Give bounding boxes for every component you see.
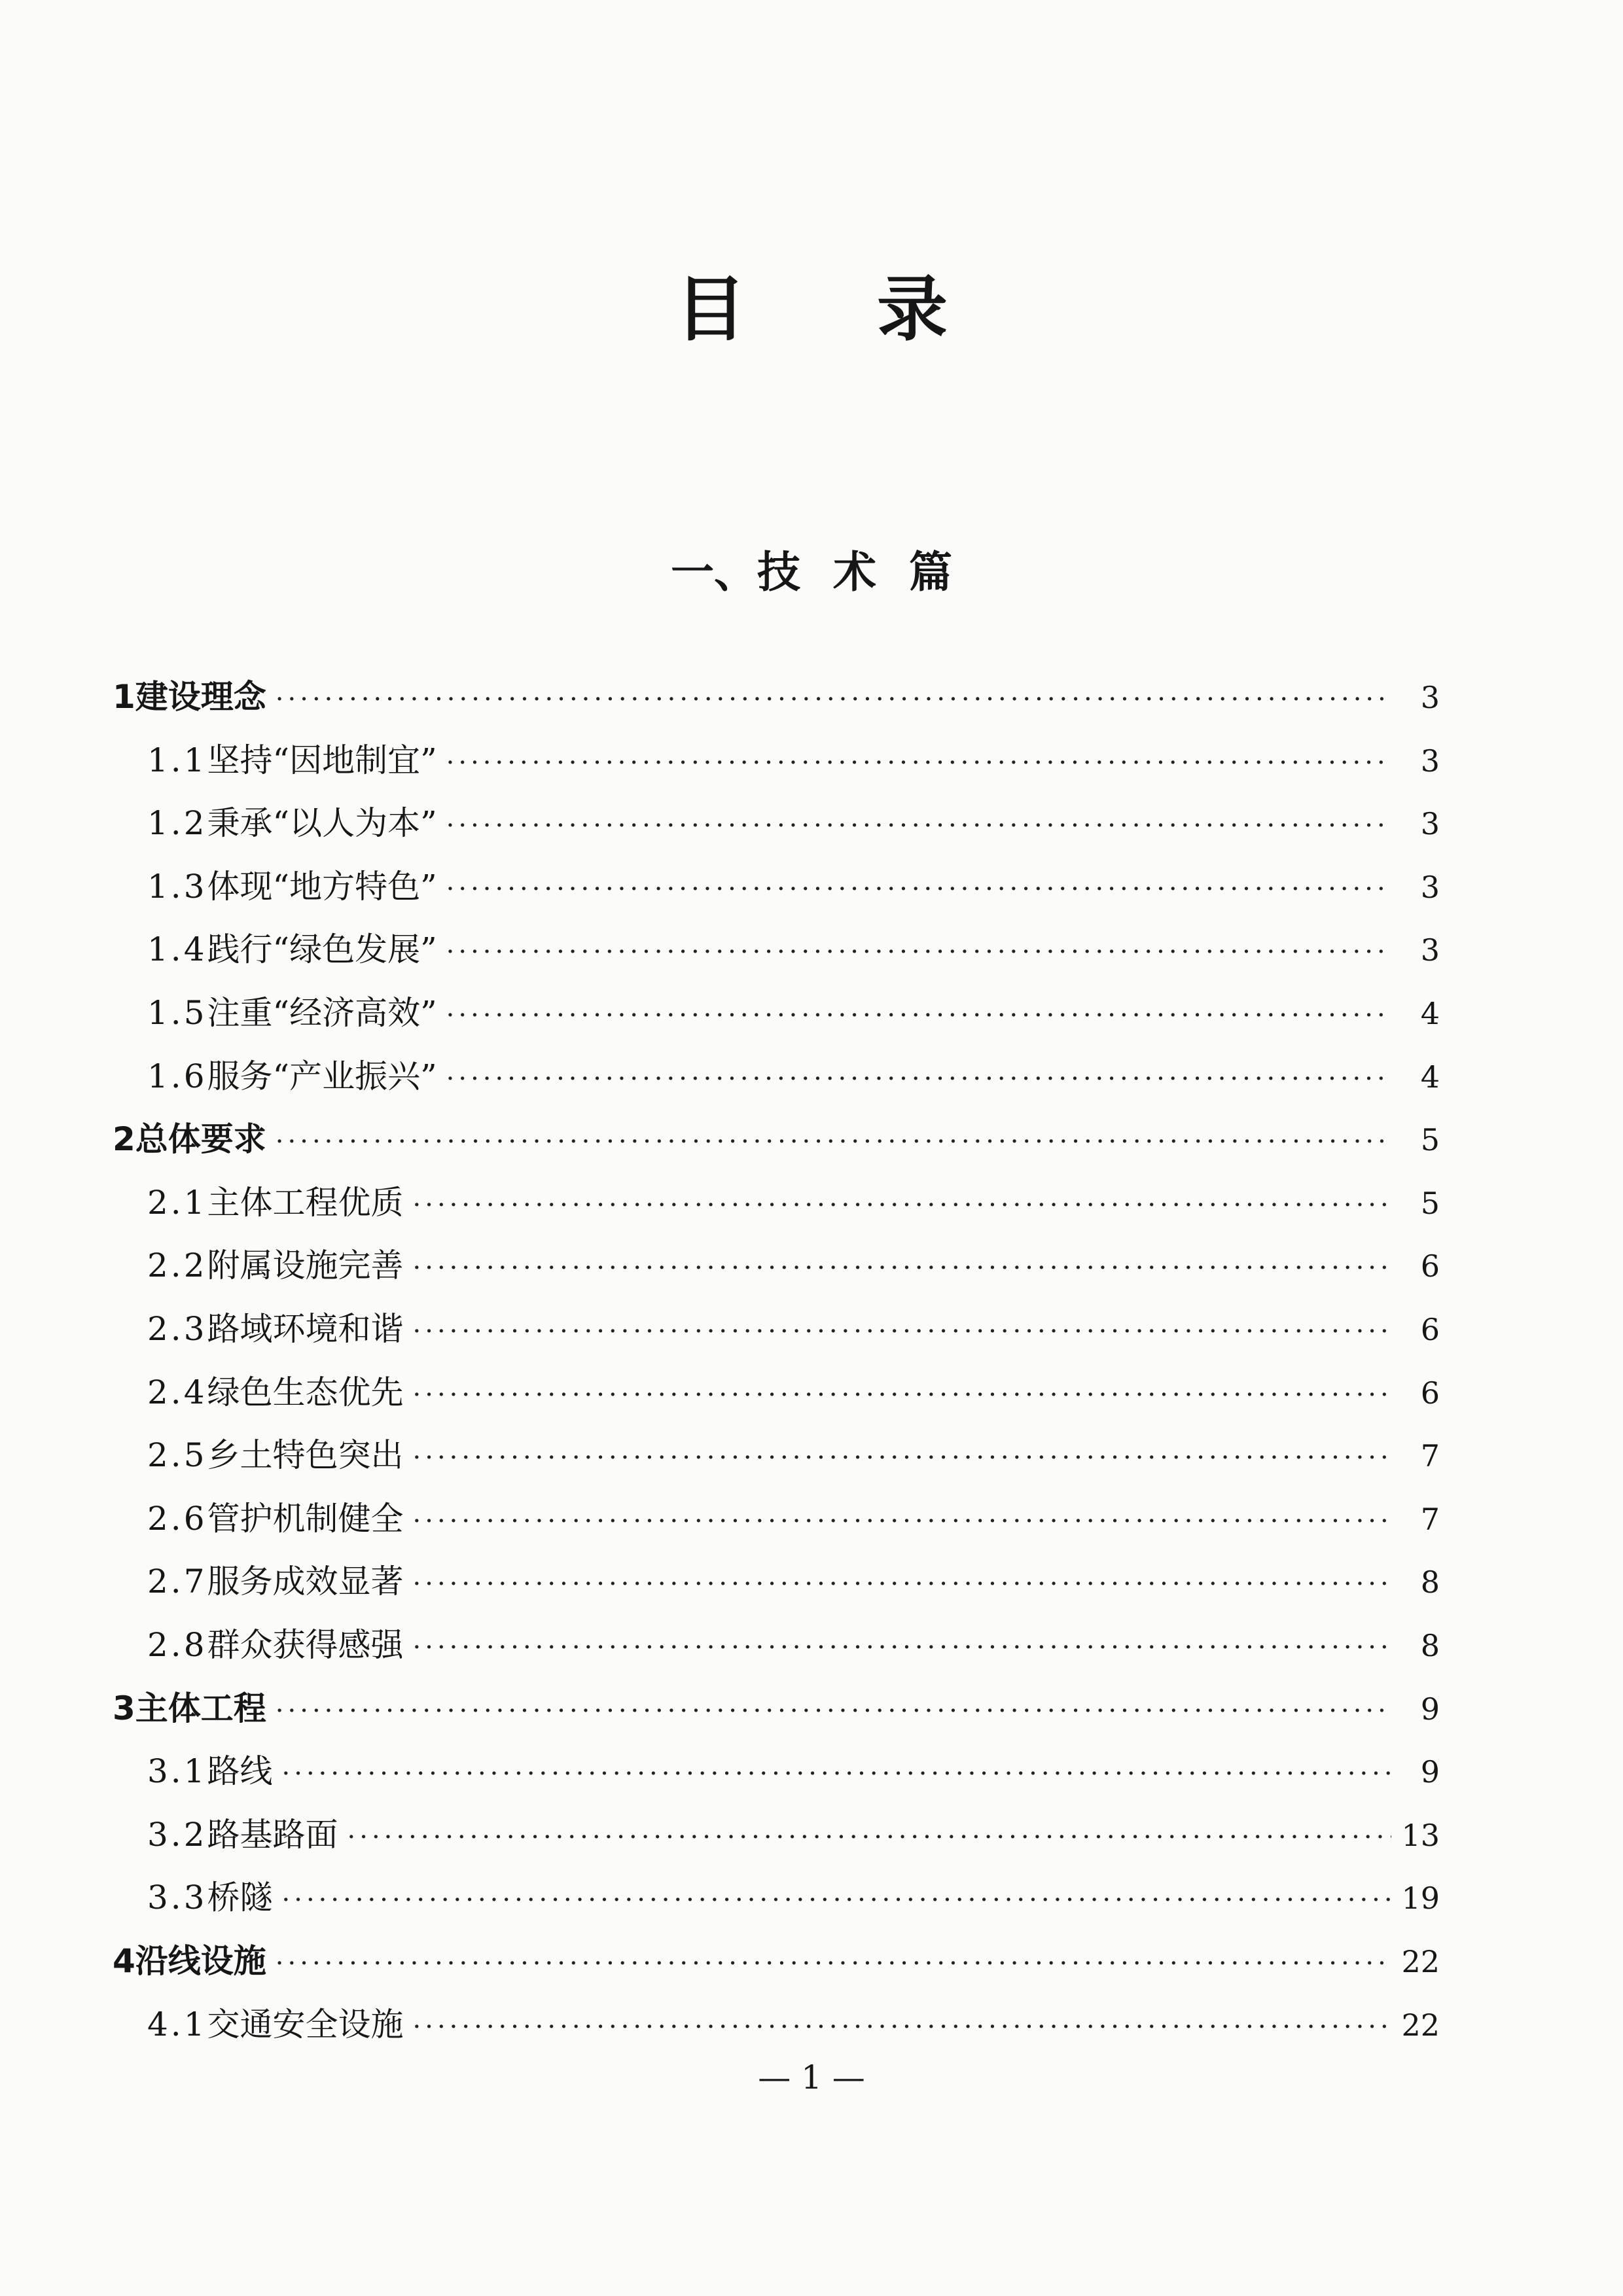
toc-leader-dots — [276, 1119, 1391, 1165]
toc-leader-dots — [446, 993, 1391, 1038]
toc-entry — [113, 1938, 1440, 1984]
toc-entry — [147, 1180, 1440, 1226]
toc-entry — [147, 1306, 1440, 1352]
toc-entry — [147, 1812, 1440, 1858]
toc-entry-title: 建设理念 — [135, 678, 266, 716]
toc-leader-dots — [413, 1435, 1391, 1481]
toc-entry-title: 服务成效显著 — [207, 1563, 404, 1601]
toc-entry-number: 2.1 — [147, 1183, 207, 1222]
section-heading-prefix: 一、技 — [671, 547, 800, 597]
toc-entry — [147, 737, 1440, 783]
title-char-1: 目 — [675, 269, 877, 351]
toc-entry-number: 2.2 — [147, 1246, 207, 1285]
toc-entry — [147, 1369, 1440, 1415]
toc-entry-title: 管护机制健全 — [207, 1499, 404, 1538]
toc-entry — [113, 1686, 1440, 1731]
toc-entry — [147, 1622, 1440, 1668]
toc-entry-page: 4 — [1420, 1059, 1440, 1095]
toc-entry — [147, 800, 1440, 846]
toc-leader-dots — [446, 929, 1391, 975]
toc-leader-dots — [413, 1561, 1391, 1607]
toc-entry-title: 桥隧 — [207, 1879, 273, 1917]
toc-entry-number: 2.5 — [147, 1436, 207, 1475]
toc-entry-title: 注重“经济高效” — [207, 994, 437, 1032]
toc-leader-dots — [413, 1309, 1391, 1354]
toc-leader-dots — [276, 1941, 1391, 1987]
toc-entry-number: 3.1 — [147, 1752, 207, 1791]
toc-entry-page: 3 — [1420, 932, 1440, 968]
toc-leader-dots — [413, 2004, 1391, 2050]
toc-leader-dots — [446, 740, 1391, 786]
toc-entry-title: 路线 — [207, 1752, 273, 1791]
toc-leader-dots — [446, 803, 1391, 849]
toc-entry-page: 9 — [1420, 1754, 1440, 1790]
page-title — [0, 269, 1623, 351]
toc-entry-page: 9 — [1420, 1691, 1440, 1727]
toc-entry-number: 2.8 — [147, 1626, 207, 1664]
toc-entry-number: 3 — [113, 1689, 135, 1727]
toc-entry-number: 4 — [113, 1942, 135, 1980]
toc-entry-title: 绿色生态优先 — [207, 1373, 404, 1411]
toc-leader-dots — [413, 1182, 1391, 1228]
toc-entry-page: 22 — [1401, 1944, 1440, 1979]
toc-entry-number: 1.2 — [147, 804, 207, 843]
toc-entry-page: 6 — [1420, 1375, 1440, 1411]
title-char-2: 录 — [877, 269, 1079, 351]
toc-entry-title: 体现“地方特色” — [207, 867, 437, 906]
toc-entry — [147, 927, 1440, 972]
toc-leader-dots — [446, 1056, 1391, 1102]
section-heading-suffix: 篇 — [909, 547, 952, 597]
section-heading-mid: 术 — [833, 547, 876, 597]
toc-entry-number: 1 — [113, 678, 135, 716]
toc-entry — [147, 990, 1440, 1036]
toc-entry-page: 8 — [1420, 1564, 1440, 1600]
toc-entry-title: 践行“绿色发展” — [207, 930, 437, 969]
toc-entry — [113, 1116, 1440, 1162]
toc-entry — [147, 864, 1440, 910]
toc-leader-dots — [276, 677, 1391, 722]
toc-entry-page: 3 — [1420, 869, 1440, 905]
toc-entry-title: 服务“产业振兴” — [207, 1057, 437, 1095]
toc-entry-page: 3 — [1420, 806, 1440, 842]
toc-entry — [147, 1875, 1440, 1920]
toc-entry-number: 2 — [113, 1120, 135, 1159]
toc-entry — [147, 2002, 1440, 2047]
toc-entry-title: 乡土特色突出 — [207, 1436, 404, 1475]
toc-entry-page: 6 — [1420, 1248, 1440, 1284]
toc-entry-page: 4 — [1420, 996, 1440, 1031]
toc-entry-number: 3.3 — [147, 1879, 207, 1917]
toc-entry-number: 2.3 — [147, 1310, 207, 1348]
toc-entry-title: 路基路面 — [207, 1815, 338, 1854]
toc-leader-dots — [282, 1877, 1391, 1923]
toc-entry-page: 6 — [1420, 1312, 1440, 1347]
toc-entry-number: 1.6 — [147, 1057, 207, 1095]
page-number: — 1 — — [758, 2058, 865, 2096]
toc-entry-number: 1.5 — [147, 994, 207, 1032]
toc-entry-title: 沿线设施 — [135, 1942, 266, 1980]
toc-entry-page: 7 — [1420, 1438, 1440, 1474]
toc-leader-dots — [276, 1688, 1391, 1734]
toc-leader-dots — [413, 1625, 1391, 1670]
toc-entry-title: 路域环境和谐 — [207, 1310, 404, 1348]
toc-entry-number: 2.6 — [147, 1499, 207, 1538]
toc-entry — [147, 1243, 1440, 1288]
toc-entry-title: 群众获得感强 — [207, 1626, 404, 1664]
toc-entry-page: 22 — [1401, 2007, 1440, 2043]
toc-leader-dots — [413, 1498, 1391, 1544]
toc-entry-page: 19 — [1401, 1881, 1440, 1916]
toc-entry-title: 总体要求 — [135, 1120, 266, 1159]
toc-entry — [147, 1432, 1440, 1478]
toc-entry-page: 13 — [1401, 1817, 1440, 1853]
toc-entry — [147, 1496, 1440, 1542]
toc-entry-page: 3 — [1420, 680, 1440, 715]
toc-entry-number: 1.4 — [147, 930, 207, 969]
toc-entry-title: 秉承“以人为本” — [207, 804, 437, 843]
toc-entry-title: 坚持“因地制宜” — [207, 741, 437, 779]
toc-leader-dots — [413, 1372, 1391, 1418]
toc-entry-number: 4.1 — [147, 2005, 207, 2043]
toc-entry-title: 主体工程优质 — [207, 1183, 404, 1222]
toc-entry-number: 2.7 — [147, 1563, 207, 1601]
toc-entry — [147, 1748, 1440, 1794]
toc-entry — [113, 674, 1440, 720]
toc-leader-dots — [348, 1814, 1391, 1860]
toc-entry-page: 5 — [1420, 1185, 1440, 1221]
toc-entry-number: 1.3 — [147, 867, 207, 906]
toc-entry-number: 1.1 — [147, 741, 207, 779]
toc-entry — [147, 1053, 1440, 1099]
toc-entry-title: 交通安全设施 — [207, 2005, 404, 2043]
section-heading — [0, 547, 1623, 597]
toc-leader-dots — [282, 1751, 1391, 1797]
toc-entry-page: 5 — [1420, 1122, 1440, 1158]
toc-entry-number: 3.2 — [147, 1815, 207, 1854]
toc-entry-title: 主体工程 — [135, 1689, 266, 1727]
toc-entry-page: 3 — [1420, 743, 1440, 779]
toc-leader-dots — [413, 1245, 1391, 1291]
toc-leader-dots — [446, 866, 1391, 912]
toc-entry-number: 2.4 — [147, 1373, 207, 1411]
toc-entry-page: 8 — [1420, 1628, 1440, 1663]
toc-entry — [147, 1559, 1440, 1604]
toc-entry-title: 附属设施完善 — [207, 1246, 404, 1285]
toc-entry-page: 7 — [1420, 1501, 1440, 1537]
